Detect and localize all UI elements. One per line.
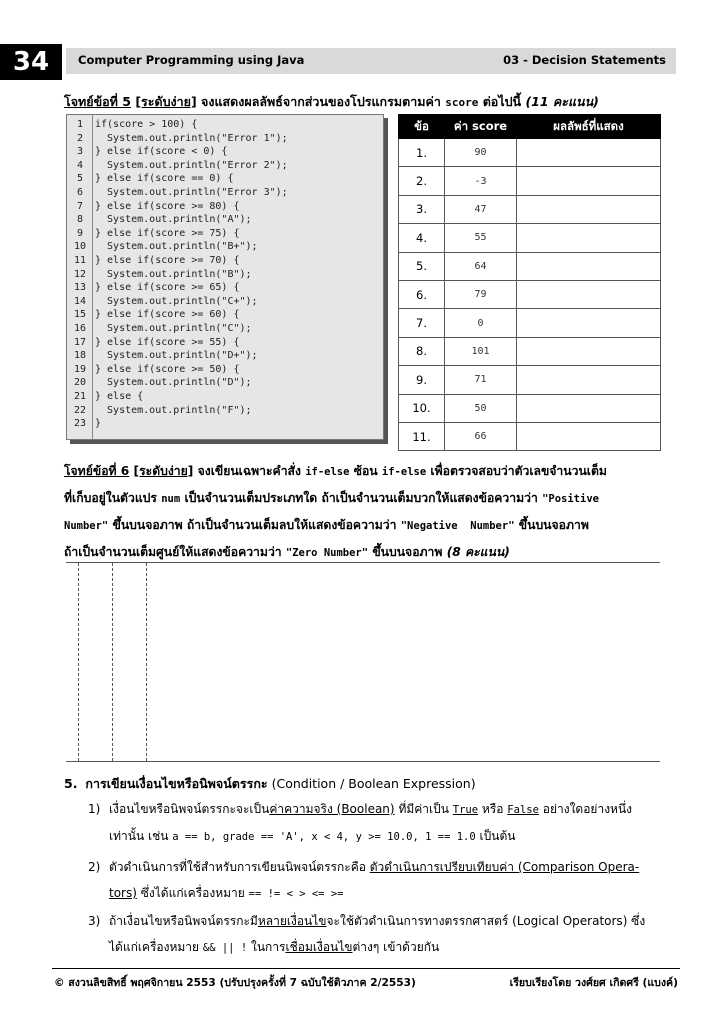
result-answer-cell[interactable] [517,366,661,394]
row-number-cell: 1. [399,139,445,167]
running-header [66,48,676,74]
code-line-number: 17 [73,336,87,348]
item-text: ซึ่งได้แก่เครื่องหมาย [140,886,245,900]
exercise-6-text-1: จงเขียนเฉพาะคำสั่ง [197,464,301,478]
code-line-number: 16 [73,323,87,334]
item-text: อย่างใดอย่างหนึ่ง [542,802,633,816]
header-result: ผลลัพธ์ที่แสดง [517,115,661,139]
row-number-cell: 10. [399,394,445,422]
exercise-5-points: (11 คะแนน) [525,94,599,109]
item-text: ต่างๆ เข้าด้วยกัน [352,940,440,954]
item-number: 1) [88,802,101,816]
example-expressions: a == b, grade == 'A', x < 4, y >= 10.0, 1 == 1.0 [172,831,476,843]
item-text: เท่านั้น เช่น [109,829,169,843]
code-line: System.out.println("B+"); [95,241,258,253]
result-answer-cell[interactable] [517,280,661,308]
score-cell: 50 [445,394,517,422]
code-listing [66,114,384,440]
code-line: } else if(score >= 80) { [95,200,240,212]
footer-rule [52,968,680,969]
result-answer-cell[interactable] [517,422,661,450]
item-text: เงื่อนไขหรือนิพจน์ตรรกะจะเป็น [109,802,270,816]
result-answer-cell[interactable] [517,252,661,280]
exercise-6-text-8: ถ้าเป็นจำนวนเต็มศูนย์ให้แสดงข้อความว่า [64,545,282,559]
code-line-number: 19 [73,363,87,375]
item-text: ถ้าเงื่อนไขหรือนิพจน์ตรรกะมี [109,914,258,928]
code-line: System.out.println("Error 1"); [95,132,288,144]
table-row [399,394,661,422]
exercise-5-instruction-tail: ต่อไปนี้ [482,94,522,109]
item-text-underlined: ตัวดำเนินการเปรียบเทียบค่า (Comparison Opera- [369,860,640,874]
code-line: } else if(score >= 50) { [95,363,240,375]
item-number: 3) [88,914,101,928]
row-number-cell: 7. [399,309,445,337]
item-text: หรือ [481,802,504,816]
score-cell: 66 [445,422,517,450]
code-line-number: 7 [76,200,84,212]
code-line: } else if(score >= 75) { [95,227,240,239]
item-text: ตัวดำเนินการที่ใช้สำหรับการเขียนนิพจน์ตรรกะคือ [109,860,366,874]
code-line-number: 23 [73,418,87,430]
code-line-number: 21 [73,391,87,402]
exercise-6-text-9: ขึ้นบนจอภาพ [372,545,443,559]
exercise-6-level: [ระดับง่าย] [133,464,194,478]
section-5-number: 5. [64,776,78,791]
exercise-6-kw-7: "Zero Number" [285,547,369,559]
code-line-number: 12 [73,268,87,280]
item-text-underlined: tors) [109,886,137,900]
answer-area[interactable] [66,562,660,762]
code-line-number: 9 [76,227,84,239]
exercise-6-kw-2: if-else [381,466,427,478]
section-5-title: การเขียนเงื่อนไขหรือนิพจน์ตรรกะ [85,776,268,791]
code-line-number: 11 [73,255,87,266]
result-answer-cell[interactable] [517,309,661,337]
row-number-cell: 11. [399,422,445,450]
exercise-6-kw-3: num [161,493,181,505]
table-row [399,139,661,167]
code-line: } else if(score >= 70) { [95,255,240,266]
result-answer-cell[interactable] [517,394,661,422]
result-answer-cell[interactable] [517,195,661,223]
score-cell: 47 [445,195,517,223]
table-row [399,252,661,280]
row-number-cell: 5. [399,252,445,280]
score-cell: 79 [445,280,517,308]
section-5-item [88,908,678,960]
score-cell: -3 [445,167,517,195]
comparison-operators: == != < > <= >= [248,888,344,900]
code-line-numbers [67,115,93,439]
row-number-cell: 2. [399,167,445,195]
score-cell: 101 [445,337,517,365]
code-line: System.out.println("D"); [95,377,252,389]
item-text-underlined: ค่าความจริง (Boolean) [269,802,395,816]
score-cell: 64 [445,252,517,280]
item-text: ที่มีค่าเป็น [398,802,449,816]
code-line-number: 8 [76,214,84,226]
result-answer-cell[interactable] [517,224,661,252]
exercise-5-level: [ระดับง่าย] [135,94,197,109]
exercise-6-text-5: เป็นจำนวนเต็มประเภทใด ถ้าเป็นจำนวนเต็มบวกให้แสดงข้อความว่า [184,491,538,505]
code-line: } else if(score >= 55) { [95,336,240,348]
code-line-number: 20 [73,377,87,389]
score-cell: 0 [445,309,517,337]
code-line: System.out.println("C+"); [95,295,258,307]
exercise-5-instruction: จงแสดงผลลัพธ์จากส่วนของโปรแกรมตามค่า [201,94,441,109]
answer-guide-line [146,563,147,761]
code-line: } else { [95,391,144,402]
code-line: System.out.println("Error 2"); [95,159,288,171]
row-number-cell: 9. [399,366,445,394]
score-cell: 90 [445,139,517,167]
table-row [399,280,661,308]
result-answer-cell[interactable] [517,167,661,195]
exercise-6-kw-4: "Positive [542,493,599,505]
exercise-5-var: score [445,96,479,109]
code-line: } else if(score >= 65) { [95,282,240,294]
code-line-number: 13 [73,282,87,294]
exercise-6-text-7: ขึ้นบนจอภาพ [518,518,589,532]
table-row [399,337,661,365]
exercise-6-text-4: ที่เก็บอยู่ในตัวแปร [64,491,157,505]
item-text: จะใช้ตัวดำเนินการทางตรรกศาสตร์ (Logical Operators) ซึ่ง [326,914,646,928]
score-table [398,114,661,451]
false-keyword: False [507,804,539,816]
exercise-6-kw-5: Number" [64,520,109,532]
table-row [399,195,661,223]
code-line: System.out.println("D+"); [95,350,258,362]
code-line-number: 5 [76,173,84,185]
header-score: ค่า score [445,115,517,139]
result-answer-cell[interactable] [517,139,661,167]
table-row [399,366,661,394]
code-lines [95,115,383,439]
page-footer [54,974,678,994]
section-5-subtitle: (Condition / Boolean Expression) [271,776,476,791]
exercise-6-kw-6: "Negative Number" [400,520,515,532]
code-line: System.out.println("C"); [95,323,252,334]
section-5-item [88,854,678,906]
answer-guide-line [112,563,113,761]
code-line: } else if(score < 0) { [95,146,228,158]
code-line: System.out.println("A"); [95,214,252,226]
score-cell: 55 [445,224,517,252]
item-text: ในการ [250,940,286,954]
table-row [399,224,661,252]
logical-operators: && || ! [202,942,248,954]
exercise-6-text-2: ซ้อน [353,464,378,478]
book-title: Computer Programming using Java [78,53,305,67]
footer-author: เรียบเรียงโดย วงศ์ยศ เกิดศรี (แบงค์) [509,977,678,989]
code-line-number: 10 [73,241,87,253]
exercise-6-kw-1: if-else [305,466,350,478]
item-text-underlined: หลายเงื่อนไข [257,914,327,928]
item-number: 2) [88,860,101,874]
code-line-number: 22 [73,404,87,416]
row-number-cell: 8. [399,337,445,365]
exercise-6-text [64,458,676,566]
row-number-cell: 3. [399,195,445,223]
code-line-number: 6 [76,187,84,198]
chapter-title: 03 - Decision Statements [503,53,666,67]
header-no: ข้อ [399,115,445,139]
table-header-row [399,115,661,139]
table-row [399,309,661,337]
score-cell: 71 [445,366,517,394]
true-keyword: True [452,804,479,816]
code-line-number: 14 [73,295,87,307]
footer-copyright: © สงวนลิขสิทธิ์ พฤศจิกายน 2553 (ปรับปรุงครั้งที่ 7 ฉบับใช้ติวภาค 2/2553) [54,977,416,989]
code-line: } else if(score == 0) { [95,173,234,185]
page-number: 34 [0,44,62,80]
code-line-number: 15 [73,309,87,321]
exercise-6-text-3: เพื่อตรวจสอบว่าตัวเลขจำนวนเต็ม [430,464,607,478]
table-row [399,422,661,450]
code-line-number: 3 [76,146,84,158]
answer-guide-line [78,563,79,761]
section-5-item [88,796,678,848]
code-line: System.out.println("B"); [95,268,252,280]
code-line: } else if(score >= 60) { [95,309,240,321]
code-line: if(score > 100) { [95,119,198,130]
result-answer-cell[interactable] [517,337,661,365]
exercise-6-points: (8 คะแนน) [446,545,510,559]
exercise-5-label: โจทย์ข้อที่ 5 [64,94,131,109]
code-line: } [95,418,102,430]
row-number-cell: 6. [399,280,445,308]
code-line: System.out.println("F"); [95,404,252,416]
code-line: System.out.println("Error 3"); [95,187,288,198]
row-number-cell: 4. [399,224,445,252]
code-line-number: 18 [73,350,87,362]
code-line-number: 4 [76,159,84,171]
item-text: ได้แก่เครื่องหมาย [109,940,200,954]
exercise-6-text-6: ขึ้นบนจอภาพ ถ้าเป็นจำนวนเต็มลบให้แสดงข้อความว่า [112,518,397,532]
section-5-heading [64,774,476,794]
item-text: เป็นต้น [479,829,516,843]
item-text-underlined: เชื่อมเงื่อนไข [285,940,353,954]
code-line-number: 2 [76,132,84,144]
code-line-number: 1 [76,119,84,130]
table-row [399,167,661,195]
exercise-5-heading [64,92,684,112]
exercise-6-label: โจทย์ข้อที่ 6 [64,464,130,478]
